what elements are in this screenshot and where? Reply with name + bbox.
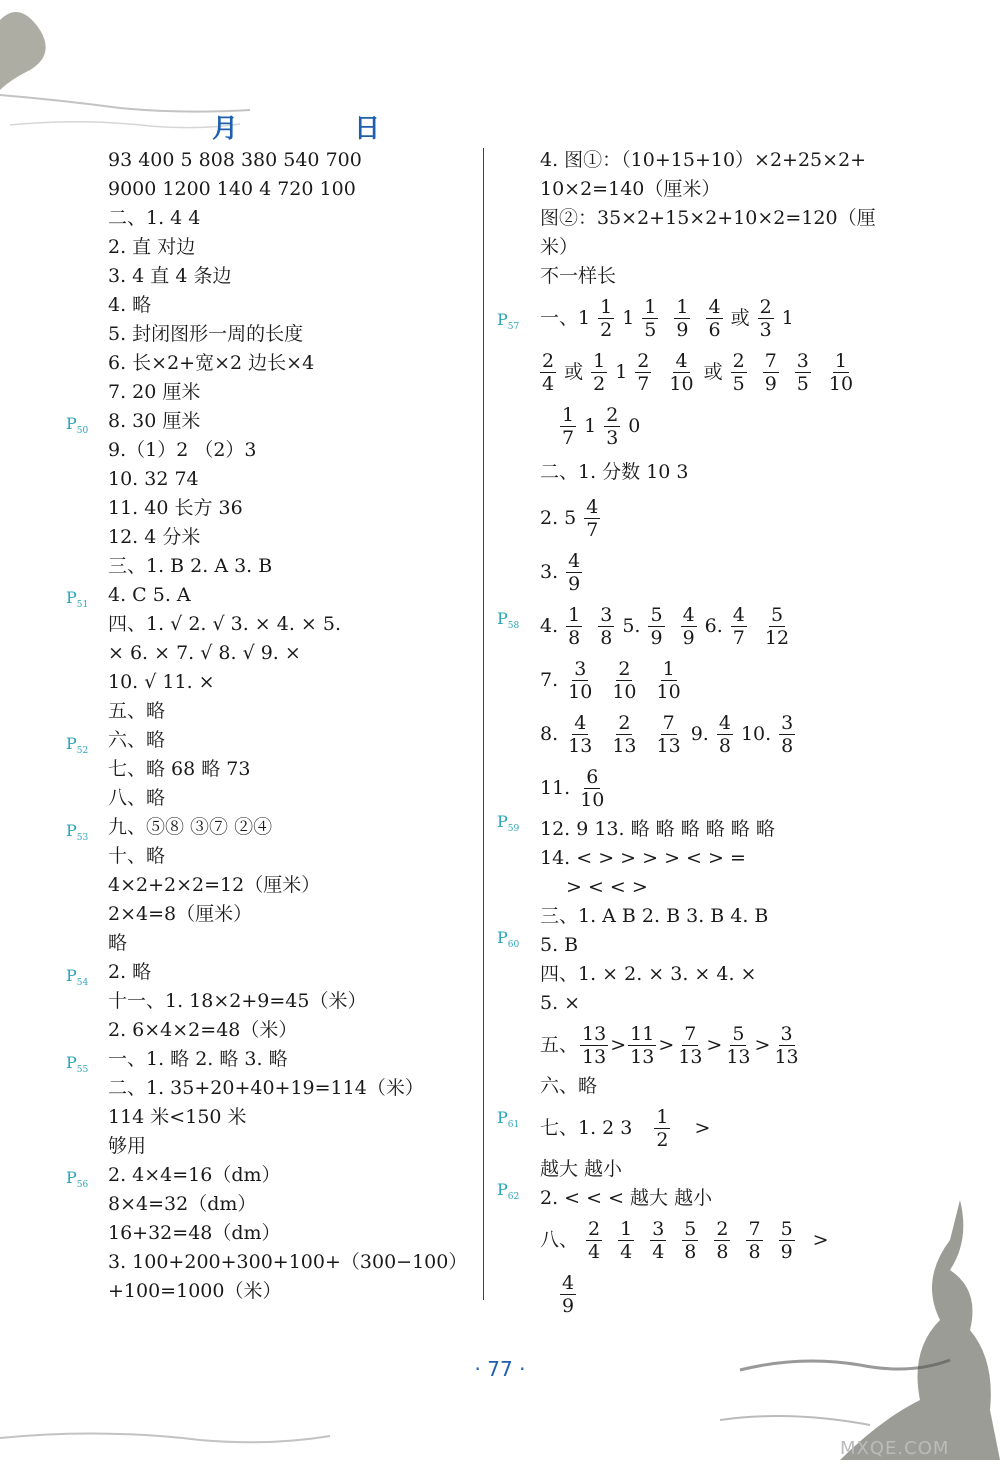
answer-line: 六、略 [108,729,166,751]
page-ref-marker: $P_{50}$ [66,414,89,437]
answer-line [540,761,920,815]
fraction: $\frac{4}{7}$ [586,495,599,541]
fraction: $\frac{6}{10}$ [580,765,605,811]
answer-line: 7. 20 厘米 [108,381,201,403]
fraction: $\frac{2}{3}$ [606,403,619,449]
fraction: $\frac{1}{2}$ [600,295,613,341]
fraction: $\frac{1}{2}$ [656,1105,669,1151]
fraction: $\frac{4}{9}$ [568,549,581,595]
page-ref-marker: $P_{56}$ [66,1168,89,1191]
day-label: 日 [354,114,381,144]
answer-line [540,599,920,653]
page-ref-marker: $P_{52}$ [66,734,89,757]
fraction: $\frac{5}{9}$ [650,603,663,649]
fraction: $\frac{2}{13}$ [612,711,637,757]
answer-line: 三、1. A B 2. B 3. B 4. B [540,905,769,927]
page-ref-marker: $P_{51}$ [66,588,89,611]
fraction: $\frac{1}{7}$ [562,403,575,449]
answer-line: 米） [540,236,579,258]
answer-line [540,1101,920,1155]
item-label: 1 [615,361,628,383]
gt-sign: > [694,1117,711,1139]
item-label: 八、 [540,1229,579,1251]
or-label: 或 [730,307,750,329]
answer-line: 3. 100+200+300+100+（300−100） [108,1251,468,1273]
answer-line: 2. 直 对边 [108,236,196,258]
gt-sign: > [610,1034,627,1056]
item-label: 3. [540,561,559,583]
answer-line: 四、1. √ 2. √ 3. × 4. × 5. [108,613,342,635]
fraction: $\frac{4}{13}$ [568,711,593,757]
fraction: $\frac{2}{5}$ [732,349,745,395]
answer-line: 12. 9 13. 略 略 略 略 略 略 [540,818,775,840]
item-label: 10. [740,723,772,745]
answer-line [540,399,920,453]
month-label: 月 [212,114,239,144]
answer-line: 2. < < < 越大 越小 [540,1187,713,1209]
fraction: $\frac{2}{8}$ [716,1217,729,1263]
answer-line: 十一、1. 18×2+9=45（米） [108,990,367,1012]
fraction: $\frac{5}{9}$ [780,1217,793,1263]
page-header [212,108,380,145]
fraction: $\frac{4}{6}$ [708,295,721,341]
fraction: $\frac{11}{13}$ [630,1022,655,1068]
page-ref-marker: $P_{53}$ [66,821,89,844]
fraction: $\frac{4}{10}$ [669,349,694,395]
page-ref-marker: $P_{59}$ [497,812,520,835]
answer-line: 93 400 5 808 380 540 700 [108,149,362,171]
fraction: $\frac{3}{10}$ [568,657,593,703]
gt-sign: > [658,1034,675,1056]
answer-line: 10×2=140（厘米） [540,178,721,200]
answer-line: 9000 1200 140 4 720 100 [108,178,356,200]
item-label: 5. [622,615,641,637]
answer-line: 4. C 5. A [108,584,191,606]
left-column [108,146,478,1306]
item-label: 6. [704,615,723,637]
page-ref-marker: $P_{60}$ [497,928,520,951]
fraction: $\frac{7}{9}$ [764,349,777,395]
fraction: $\frac{5}{8}$ [684,1217,697,1263]
fraction: $\frac{2}{4}$ [542,349,555,395]
fraction: $\frac{7}{13}$ [656,711,681,757]
answer-line: 5. B [540,934,579,956]
answer-line: 10. 32 74 [108,468,199,490]
fraction: $\frac{3}{4}$ [652,1217,665,1263]
page-ref-marker: $P_{54}$ [66,966,89,989]
fraction: $\frac{7}{8}$ [748,1217,761,1263]
item-label: 4. [540,615,559,637]
answer-line: 8×4=32（dm） [108,1193,257,1215]
answer-line: 4×2+2×2=12（厘米） [108,874,321,896]
item-label: 七、1. 2 3 [540,1117,633,1139]
fraction: $\frac{2}{3}$ [759,295,772,341]
item-label: 1 [584,415,597,437]
fraction: $\frac{1}{10}$ [656,657,681,703]
fraction: $\frac{4}{9}$ [562,1271,575,1317]
or-label: 或 [703,361,723,383]
fraction: $\frac{3}{8}$ [600,603,613,649]
answer-line: 二、1. 35+20+40+19=114（米） [108,1077,424,1099]
item-label: 一、1 [540,307,591,329]
fraction: $\frac{2}{7}$ [637,349,650,395]
answer-line: 十、略 [108,845,166,867]
fraction: $\frac{3}{5}$ [796,349,809,395]
fraction: $\frac{1}{9}$ [676,295,689,341]
fraction: $\frac{1}{2}$ [593,349,606,395]
answer-line [540,345,920,399]
answer-line: 4. 图①：（10+15+10）×2+25×2+ [540,149,867,171]
answer-line: 五、略 [108,700,166,722]
fraction: $\frac{2}{4}$ [588,1217,601,1263]
answer-line: 16+32=48（dm） [108,1222,281,1244]
answer-line [540,545,920,599]
answer-line: 6. 长×2+宽×2 边长×4 [108,352,315,374]
fraction: $\frac{4}{7}$ [732,603,745,649]
fraction: $\frac{13}{13}$ [582,1022,607,1068]
answer-line: 2. 4×4=16（dm） [108,1164,281,1186]
page-ref-marker: $P_{55}$ [66,1053,89,1076]
fraction: $\frac{2}{10}$ [612,657,637,703]
fraction: $\frac{1}{10}$ [828,349,854,395]
answer-line: 四、1. × 2. × 3. × 4. × [540,963,757,985]
answer-line [540,1018,920,1072]
answer-line: 10. √ 11. × [108,671,215,693]
fraction: $\frac{5}{13}$ [726,1022,751,1068]
watermark: MXQE.COM [840,1438,950,1459]
answer-line: 5. × [540,992,581,1014]
fraction: $\frac{3}{13}$ [774,1022,799,1068]
answer-line: 2×4=8（厘米） [108,903,253,925]
answer-line: 8. 30 厘米 [108,410,201,432]
page-ref-marker: $P_{61}$ [497,1108,520,1131]
page-ref-marker: $P_{62}$ [497,1180,520,1203]
gt-sign: > [812,1229,829,1251]
answer-line: 三、1. B 2. A 3. B [108,555,273,577]
or-label: 或 [564,361,584,383]
answer-line [540,491,920,545]
page-ref-marker: $P_{58}$ [497,609,520,632]
fraction: $\frac{1}{5}$ [644,295,657,341]
answer-line: 4. 略 [108,294,152,316]
item-label: 7. [540,669,559,691]
answer-line [540,707,920,761]
right-column [540,146,920,1321]
item-label: 9. [690,723,709,745]
answer-line [540,653,920,707]
answer-line: 越大 越小 [540,1158,623,1180]
item-label: 11. [540,777,571,799]
answer-line: 不一样长 [540,265,617,287]
answer-line: 二、1. 4 4 [108,207,201,229]
answer-line [540,291,920,345]
answer-line: 够用 [108,1135,147,1157]
item-label: 8. [540,723,559,745]
answer-line: × 6. × 7. √ 8. √ 9. × [108,642,301,664]
fraction: $\frac{3}{8}$ [781,711,794,757]
answer-line: 二、1. 分数 10 3 [540,460,689,483]
answer-line: 一、1. 略 2. 略 3. 略 [108,1048,288,1070]
fraction: $\frac{5}{12}$ [764,603,790,649]
answer-line [540,1267,920,1321]
item-label: 五、 [540,1034,579,1056]
answer-line: 图②：35×2+15×2+10×2=120（厘 [540,207,876,229]
answer-line: 14. < > > > > < > = [540,847,746,869]
page-number: · 77 · [474,1357,526,1381]
answer-line: 114 米<150 米 [108,1106,247,1128]
item-label: 1 [622,307,635,329]
item-label: 2. 5 [540,507,577,529]
answer-line: 2. 6×4×2=48（米） [108,1019,298,1041]
answer-line: 11. 40 长方 36 [108,497,243,519]
answer-line: 9.（1）2 （2）3 [108,439,257,461]
answer-line: 3. 4 直 4 条边 [108,265,232,287]
page-ref-marker: $P_{57}$ [497,310,520,333]
answer-line: 5. 封闭图形一周的长度 [108,323,304,345]
fraction: $\frac{1}{8}$ [568,603,581,649]
answer-line: +100=1000（米） [108,1280,282,1302]
answer-line [540,1213,920,1267]
gt-sign: > [754,1034,771,1056]
item-label: 1 [781,307,794,329]
bottom-left-ink-decoration [0,1418,340,1458]
fraction: $\frac{4}{8}$ [718,711,731,757]
answer-line: > < < > [566,876,648,898]
answer-line: 七、略 68 略 73 [108,758,251,780]
fraction: $\frac{4}{9}$ [682,603,695,649]
fraction: $\frac{7}{13}$ [678,1022,703,1068]
answer-line: 六、略 [540,1075,598,1097]
item-label: 0 [628,415,641,437]
fraction: $\frac{1}{4}$ [620,1217,633,1263]
column-divider [483,148,484,1300]
answer-line: 略 [108,932,128,954]
answer-line: 八、略 [108,787,166,809]
gt-sign: > [706,1034,723,1056]
answer-line: 九、⑤⑧ ③⑦ ②④ [108,816,273,838]
answer-line: 12. 4 分米 [108,526,201,548]
answer-line: 2. 略 [108,961,152,983]
